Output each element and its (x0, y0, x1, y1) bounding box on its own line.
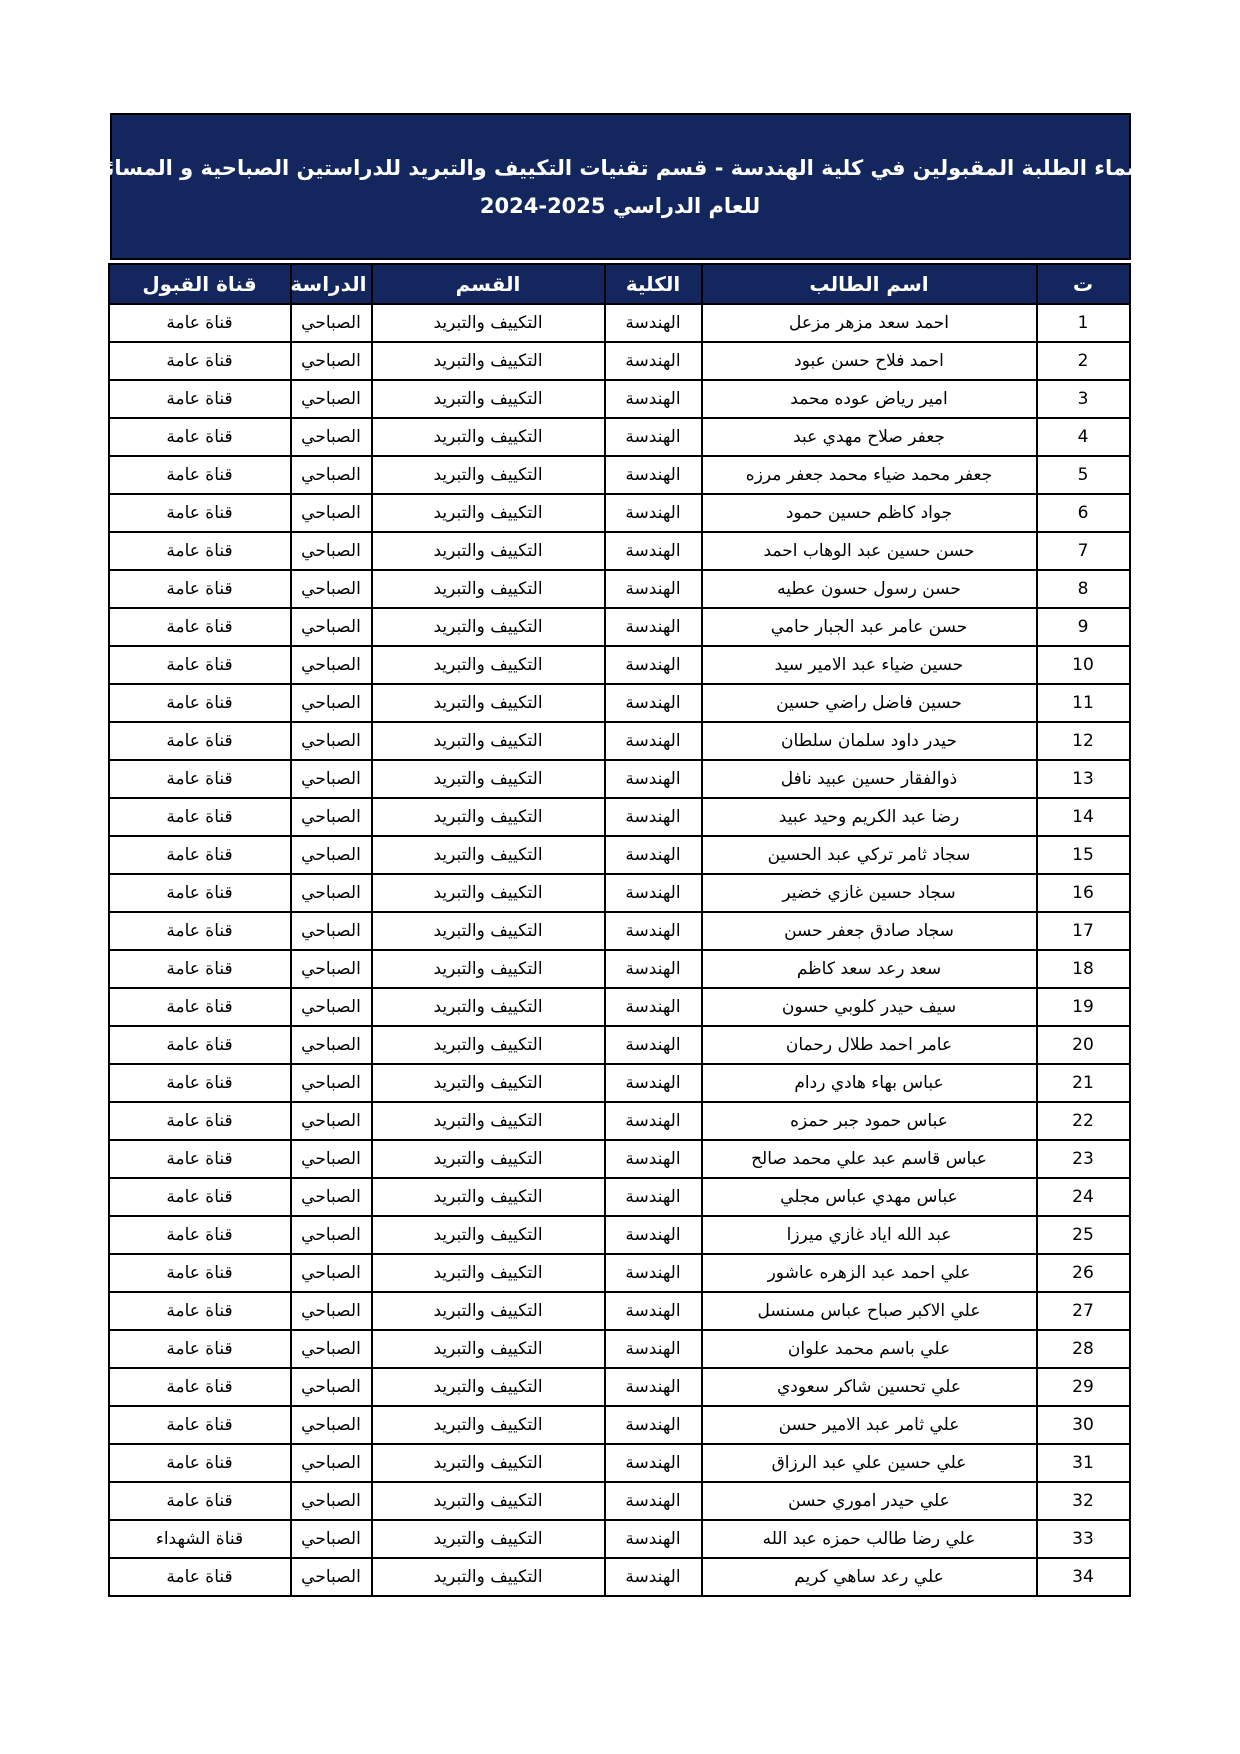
cell-study: الصباحي (291, 1558, 372, 1596)
cell-department: التكييف والتبريد (372, 836, 605, 874)
cell-student-name: علي ثامر عبد الامير حسن (702, 1406, 1037, 1444)
cell-department: التكييف والتبريد (372, 608, 605, 646)
cell-department: التكييف والتبريد (372, 570, 605, 608)
cell-admission-channel: قناة عامة (109, 912, 291, 950)
cell-student-name: علي حسين علي عبد الرزاق (702, 1444, 1037, 1482)
cell-serial: 5 (1037, 456, 1130, 494)
cell-admission-channel: قناة عامة (109, 418, 291, 456)
cell-college: الهندسة (605, 988, 702, 1026)
cell-college: الهندسة (605, 798, 702, 836)
cell-college: الهندسة (605, 1140, 702, 1178)
cell-admission-channel: قناة عامة (109, 1330, 291, 1368)
cell-department: التكييف والتبريد (372, 418, 605, 456)
column-header-student-name: اسم الطالب (702, 264, 1037, 304)
cell-study: الصباحي (291, 456, 372, 494)
cell-study: الصباحي (291, 1102, 372, 1140)
cell-admission-channel: قناة عامة (109, 1026, 291, 1064)
cell-department: التكييف والتبريد (372, 950, 605, 988)
cell-serial: 28 (1037, 1330, 1130, 1368)
cell-student-name: حسين فاضل راضي حسين (702, 684, 1037, 722)
cell-student-name: علي باسم محمد علوان (702, 1330, 1037, 1368)
cell-admission-channel: قناة عامة (109, 646, 291, 684)
cell-serial: 33 (1037, 1520, 1130, 1558)
cell-department: التكييف والتبريد (372, 1558, 605, 1596)
cell-serial: 1 (1037, 304, 1130, 342)
cell-department: التكييف والتبريد (372, 1026, 605, 1064)
table-row (109, 798, 1130, 836)
cell-department: التكييف والتبريد (372, 912, 605, 950)
cell-department: التكييف والتبريد (372, 646, 605, 684)
cell-college: الهندسة (605, 1026, 702, 1064)
cell-college: الهندسة (605, 1330, 702, 1368)
cell-student-name: رضا عبد الكريم وحيد عبيد (702, 798, 1037, 836)
cell-study: الصباحي (291, 988, 372, 1026)
cell-serial: 10 (1037, 646, 1130, 684)
cell-serial: 31 (1037, 1444, 1130, 1482)
cell-study: الصباحي (291, 608, 372, 646)
cell-department: التكييف والتبريد (372, 760, 605, 798)
cell-admission-channel: قناة عامة (109, 836, 291, 874)
cell-student-name: علي الاكبر صباح عباس مسنسل (702, 1292, 1037, 1330)
cell-study: الصباحي (291, 418, 372, 456)
cell-serial: 20 (1037, 1026, 1130, 1064)
cell-serial: 12 (1037, 722, 1130, 760)
cell-department: التكييف والتبريد (372, 874, 605, 912)
cell-admission-channel: قناة عامة (109, 1444, 291, 1482)
cell-college: الهندسة (605, 1254, 702, 1292)
cell-college: الهندسة (605, 1406, 702, 1444)
cell-student-name: عباس قاسم عبد علي محمد صالح (702, 1140, 1037, 1178)
cell-serial: 15 (1037, 836, 1130, 874)
cell-study: الصباحي (291, 1292, 372, 1330)
table-row (109, 950, 1130, 988)
cell-serial: 27 (1037, 1292, 1130, 1330)
cell-student-name: عباس حمود جبر حمزه (702, 1102, 1037, 1140)
cell-study: الصباحي (291, 342, 372, 380)
cell-admission-channel: قناة عامة (109, 950, 291, 988)
table-row (109, 608, 1130, 646)
cell-college: الهندسة (605, 494, 702, 532)
table-row (109, 1406, 1130, 1444)
table-row (109, 1482, 1130, 1520)
cell-college: الهندسة (605, 570, 702, 608)
cell-college: الهندسة (605, 1178, 702, 1216)
cell-serial: 13 (1037, 760, 1130, 798)
table-header-row (109, 264, 1130, 304)
cell-admission-channel: قناة عامة (109, 988, 291, 1026)
table-row (109, 532, 1130, 570)
cell-department: التكييف والتبريد (372, 1140, 605, 1178)
cell-student-name: علي تحسين شاكر سعودي (702, 1368, 1037, 1406)
cell-admission-channel: قناة عامة (109, 760, 291, 798)
cell-admission-channel: قناة عامة (109, 1292, 291, 1330)
cell-department: التكييف والتبريد (372, 1520, 605, 1558)
cell-department: التكييف والتبريد (372, 1254, 605, 1292)
table-row (109, 304, 1130, 342)
cell-serial: 14 (1037, 798, 1130, 836)
cell-admission-channel: قناة عامة (109, 1558, 291, 1596)
cell-department: التكييف والتبريد (372, 1292, 605, 1330)
cell-student-name: حسين ضياء عبد الامير سيد (702, 646, 1037, 684)
cell-serial: 3 (1037, 380, 1130, 418)
column-header-serial: ت (1037, 264, 1130, 304)
cell-department: التكييف والتبريد (372, 494, 605, 532)
table-row (109, 1520, 1130, 1558)
cell-college: الهندسة (605, 1520, 702, 1558)
table-row (109, 1026, 1130, 1064)
cell-admission-channel: قناة عامة (109, 1368, 291, 1406)
cell-serial: 26 (1037, 1254, 1130, 1292)
page-title-line-1: اسماء الطلبة المقبولين في كلية الهندسة - قسم تقنيات التكييف والتبريد للدراستين الصباحية و المسائية (85, 155, 1155, 180)
cell-study: الصباحي (291, 646, 372, 684)
cell-admission-channel: قناة عامة (109, 1102, 291, 1140)
cell-serial: 16 (1037, 874, 1130, 912)
cell-admission-channel: قناة عامة (109, 798, 291, 836)
cell-department: التكييف والتبريد (372, 684, 605, 722)
cell-student-name: جعفر صلاح مهدي عبد (702, 418, 1037, 456)
cell-study: الصباحي (291, 950, 372, 988)
table-row (109, 874, 1130, 912)
cell-serial: 2 (1037, 342, 1130, 380)
cell-department: التكييف والتبريد (372, 1482, 605, 1520)
cell-department: التكييف والتبريد (372, 1178, 605, 1216)
cell-college: الهندسة (605, 1216, 702, 1254)
cell-study: الصباحي (291, 380, 372, 418)
cell-college: الهندسة (605, 1482, 702, 1520)
cell-study: الصباحي (291, 1444, 372, 1482)
table-row (109, 1292, 1130, 1330)
table-row (109, 1140, 1130, 1178)
cell-admission-channel: قناة عامة (109, 1178, 291, 1216)
cell-student-name: حيدر داود سلمان سلطان (702, 722, 1037, 760)
table-row (109, 836, 1130, 874)
table-row (109, 570, 1130, 608)
cell-student-name: احمد سعد مزهر مزعل (702, 304, 1037, 342)
cell-study: الصباحي (291, 1406, 372, 1444)
cell-admission-channel: قناة عامة (109, 1216, 291, 1254)
cell-college: الهندسة (605, 1292, 702, 1330)
cell-department: التكييف والتبريد (372, 532, 605, 570)
cell-department: التكييف والتبريد (372, 380, 605, 418)
cell-admission-channel: قناة عامة (109, 1406, 291, 1444)
cell-study: الصباحي (291, 1254, 372, 1292)
student-table-body (109, 304, 1130, 1596)
cell-department: التكييف والتبريد (372, 1444, 605, 1482)
table-row (109, 1102, 1130, 1140)
column-header-admission-channel: قناة القبول (109, 264, 291, 304)
page-title-block (85, 113, 1155, 260)
table-row (109, 684, 1130, 722)
cell-department: التكييف والتبريد (372, 342, 605, 380)
cell-study: الصباحي (291, 836, 372, 874)
cell-department: التكييف والتبريد (372, 1102, 605, 1140)
cell-serial: 7 (1037, 532, 1130, 570)
cell-admission-channel: قناة عامة (109, 874, 291, 912)
cell-student-name: علي حيدر اموري حسن (702, 1482, 1037, 1520)
cell-college: الهندسة (605, 456, 702, 494)
cell-study: الصباحي (291, 1216, 372, 1254)
cell-serial: 30 (1037, 1406, 1130, 1444)
cell-admission-channel: قناة عامة (109, 494, 291, 532)
cell-college: الهندسة (605, 1558, 702, 1596)
cell-serial: 9 (1037, 608, 1130, 646)
cell-college: الهندسة (605, 684, 702, 722)
cell-student-name: سعد رعد سعد كاظم (702, 950, 1037, 988)
cell-college: الهندسة (605, 1444, 702, 1482)
cell-admission-channel: قناة عامة (109, 1482, 291, 1520)
cell-department: التكييف والتبريد (372, 1330, 605, 1368)
cell-college: الهندسة (605, 950, 702, 988)
table-row (109, 494, 1130, 532)
cell-student-name: حسن حسين عبد الوهاب احمد (702, 532, 1037, 570)
table-row (109, 722, 1130, 760)
cell-college: الهندسة (605, 722, 702, 760)
cell-department: التكييف والتبريد (372, 1406, 605, 1444)
students-table (108, 263, 1131, 1597)
cell-admission-channel: قناة عامة (109, 1064, 291, 1102)
cell-student-name: امير رياض عوده محمد (702, 380, 1037, 418)
table-row (109, 1064, 1130, 1102)
cell-serial: 23 (1037, 1140, 1130, 1178)
cell-admission-channel: قناة عامة (109, 532, 291, 570)
cell-admission-channel: قناة عامة (109, 456, 291, 494)
table-row (109, 760, 1130, 798)
cell-college: الهندسة (605, 874, 702, 912)
cell-student-name: سجاد ثامر تركي عبد الحسين (702, 836, 1037, 874)
cell-serial: 24 (1037, 1178, 1130, 1216)
cell-study: الصباحي (291, 304, 372, 342)
cell-study: الصباحي (291, 1140, 372, 1178)
table-row (109, 456, 1130, 494)
cell-college: الهندسة (605, 1368, 702, 1406)
cell-admission-channel: قناة عامة (109, 342, 291, 380)
cell-college: الهندسة (605, 418, 702, 456)
page-title-line-2: للعام الدراسي 2025-2024 (479, 193, 761, 218)
table-row (109, 342, 1130, 380)
cell-study: الصباحي (291, 798, 372, 836)
document-page (85, 0, 1155, 1597)
cell-study: الصباحي (291, 912, 372, 950)
cell-department: التكييف والتبريد (372, 722, 605, 760)
cell-admission-channel: قناة عامة (109, 722, 291, 760)
table-row (109, 1368, 1130, 1406)
cell-serial: 8 (1037, 570, 1130, 608)
cell-student-name: علي احمد عبد الزهره عاشور (702, 1254, 1037, 1292)
cell-student-name: سجاد حسين غازي خضير (702, 874, 1037, 912)
cell-admission-channel: قناة عامة (109, 1140, 291, 1178)
column-header-study: الدراسة (291, 264, 372, 304)
table-row (109, 1178, 1130, 1216)
cell-serial: 17 (1037, 912, 1130, 950)
cell-serial: 21 (1037, 1064, 1130, 1102)
cell-admission-channel: قناة عامة (109, 684, 291, 722)
cell-college: الهندسة (605, 912, 702, 950)
cell-college: الهندسة (605, 380, 702, 418)
table-row (109, 1254, 1130, 1292)
table-row (109, 1216, 1130, 1254)
cell-study: الصباحي (291, 1178, 372, 1216)
cell-study: الصباحي (291, 1368, 372, 1406)
cell-department: التكييف والتبريد (372, 988, 605, 1026)
cell-department: التكييف والتبريد (372, 1368, 605, 1406)
cell-admission-channel: قناة عامة (109, 380, 291, 418)
cell-student-name: حسن رسول حسون عطيه (702, 570, 1037, 608)
cell-college: الهندسة (605, 1064, 702, 1102)
cell-student-name: علي رضا طالب حمزه عبد الله (702, 1520, 1037, 1558)
cell-serial: 6 (1037, 494, 1130, 532)
cell-admission-channel: قناة الشهداء (109, 1520, 291, 1558)
cell-college: الهندسة (605, 304, 702, 342)
table-row (109, 912, 1130, 950)
cell-college: الهندسة (605, 608, 702, 646)
column-header-college: الكلية (605, 264, 702, 304)
table-row (109, 988, 1130, 1026)
table-row (109, 1444, 1130, 1482)
cell-study: الصباحي (291, 684, 372, 722)
table-row (109, 380, 1130, 418)
cell-serial: 22 (1037, 1102, 1130, 1140)
cell-serial: 25 (1037, 1216, 1130, 1254)
cell-serial: 19 (1037, 988, 1130, 1026)
cell-department: التكييف والتبريد (372, 1216, 605, 1254)
cell-admission-channel: قناة عامة (109, 608, 291, 646)
cell-student-name: جواد كاظم حسين حمود (702, 494, 1037, 532)
cell-study: الصباحي (291, 874, 372, 912)
cell-department: التكييف والتبريد (372, 304, 605, 342)
cell-study: الصباحي (291, 532, 372, 570)
cell-serial: 18 (1037, 950, 1130, 988)
cell-student-name: عباس مهدي عباس مجلي (702, 1178, 1037, 1216)
cell-study: الصباحي (291, 1064, 372, 1102)
cell-department: التكييف والتبريد (372, 798, 605, 836)
cell-serial: 4 (1037, 418, 1130, 456)
cell-student-name: احمد فلاح حسن عبود (702, 342, 1037, 380)
cell-student-name: سجاد صادق جعفر حسن (702, 912, 1037, 950)
cell-student-name: جعفر محمد ضياء محمد جعفر مرزه (702, 456, 1037, 494)
cell-student-name: حسن عامر عبد الجبار حامي (702, 608, 1037, 646)
cell-college: الهندسة (605, 646, 702, 684)
cell-college: الهندسة (605, 760, 702, 798)
cell-study: الصباحي (291, 1026, 372, 1064)
cell-student-name: ذوالفقار حسين عبيد نافل (702, 760, 1037, 798)
table-row (109, 1330, 1130, 1368)
cell-study: الصباحي (291, 760, 372, 798)
cell-serial: 11 (1037, 684, 1130, 722)
table-row (109, 1558, 1130, 1596)
cell-study: الصباحي (291, 1482, 372, 1520)
cell-study: الصباحي (291, 494, 372, 532)
cell-department: التكييف والتبريد (372, 1064, 605, 1102)
table-row (109, 646, 1130, 684)
cell-department: التكييف والتبريد (372, 456, 605, 494)
cell-serial: 32 (1037, 1482, 1130, 1520)
cell-admission-channel: قناة عامة (109, 304, 291, 342)
cell-college: الهندسة (605, 532, 702, 570)
cell-serial: 29 (1037, 1368, 1130, 1406)
cell-student-name: سيف حيدر كلوبي حسون (702, 988, 1037, 1026)
cell-admission-channel: قناة عامة (109, 570, 291, 608)
cell-study: الصباحي (291, 722, 372, 760)
cell-student-name: عباس بهاء هادي ردام (702, 1064, 1037, 1102)
cell-college: الهندسة (605, 1102, 702, 1140)
cell-college: الهندسة (605, 836, 702, 874)
cell-college: الهندسة (605, 342, 702, 380)
cell-study: الصباحي (291, 1520, 372, 1558)
cell-student-name: علي رعد ساهي كريم (702, 1558, 1037, 1596)
cell-study: الصباحي (291, 1330, 372, 1368)
cell-serial: 34 (1037, 1558, 1130, 1596)
table-row (109, 418, 1130, 456)
cell-admission-channel: قناة عامة (109, 1254, 291, 1292)
cell-student-name: عامر احمد طلال رحمان (702, 1026, 1037, 1064)
cell-study: الصباحي (291, 570, 372, 608)
column-header-department: القسم (372, 264, 605, 304)
cell-student-name: عبد الله اياد غازي ميرزا (702, 1216, 1037, 1254)
